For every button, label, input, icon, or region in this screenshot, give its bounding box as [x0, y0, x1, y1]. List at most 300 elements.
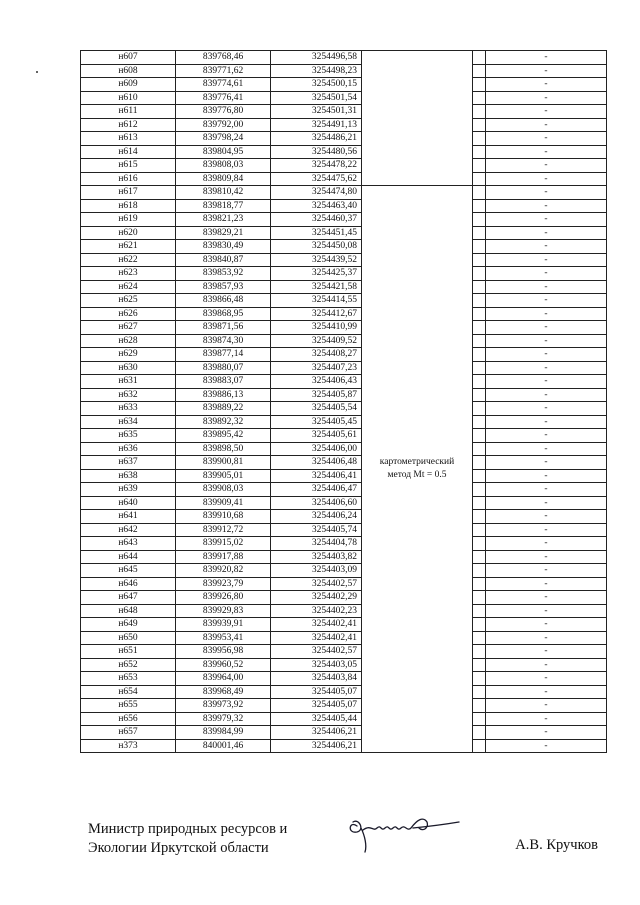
spacer-cell: [473, 105, 486, 119]
point-id-cell: н632: [81, 388, 176, 402]
point-id-cell: н373: [81, 739, 176, 753]
spacer-cell: [473, 145, 486, 159]
dash-cell: -: [486, 415, 607, 429]
table-row: [81, 361, 607, 375]
point-id-cell: н640: [81, 496, 176, 510]
dash-cell: -: [486, 186, 607, 200]
x-coordinate-cell: 839776,41: [176, 91, 271, 105]
y-coordinate-cell: 3254405,07: [271, 699, 362, 713]
table-row: [81, 672, 607, 686]
spacer-cell: [473, 523, 486, 537]
point-id-cell: н648: [81, 604, 176, 618]
x-coordinate-cell: 839984,99: [176, 726, 271, 740]
table-row: [81, 199, 607, 213]
y-coordinate-cell: 3254421,58: [271, 280, 362, 294]
spacer-cell: [473, 645, 486, 659]
dash-cell: -: [486, 672, 607, 686]
point-id-cell: н643: [81, 537, 176, 551]
table-row: [81, 78, 607, 92]
dash-cell: -: [486, 564, 607, 578]
signer-position-line-1: Министр природных ресурсов и: [88, 821, 288, 837]
spacer-cell: [473, 186, 486, 200]
dash-cell: -: [486, 442, 607, 456]
table-row: [81, 51, 607, 65]
dash-cell: -: [486, 496, 607, 510]
y-coordinate-cell: 3254405,54: [271, 402, 362, 416]
x-coordinate-cell: 839898,50: [176, 442, 271, 456]
table-row: [81, 267, 607, 281]
dash-cell: -: [486, 132, 607, 146]
y-coordinate-cell: 3254405,45: [271, 415, 362, 429]
dash-cell: -: [486, 685, 607, 699]
x-coordinate-cell: 839908,03: [176, 483, 271, 497]
table-row: [81, 699, 607, 713]
y-coordinate-cell: 3254463,40: [271, 199, 362, 213]
x-coordinate-cell: 839810,42: [176, 186, 271, 200]
y-coordinate-cell: 3254405,61: [271, 429, 362, 443]
dash-cell: -: [486, 253, 607, 267]
dash-cell: -: [486, 537, 607, 551]
spacer-cell: [473, 510, 486, 524]
spacer-cell: [473, 591, 486, 605]
spacer-cell: [473, 348, 486, 362]
point-id-cell: н622: [81, 253, 176, 267]
dash-cell: -: [486, 145, 607, 159]
spacer-cell: [473, 132, 486, 146]
x-coordinate-cell: 839804,95: [176, 145, 271, 159]
spacer-cell: [473, 415, 486, 429]
table-row: [81, 456, 607, 470]
table-row: [81, 712, 607, 726]
spacer-cell: [473, 267, 486, 281]
point-id-cell: н651: [81, 645, 176, 659]
table-row: [81, 348, 607, 362]
table-row: [81, 564, 607, 578]
dash-cell: -: [486, 307, 607, 321]
table-row: [81, 294, 607, 308]
spacer-cell: [473, 118, 486, 132]
signer-position-line-2: Экологии Иркутской области: [88, 840, 269, 856]
spacer-cell: [473, 172, 486, 186]
point-id-cell: н657: [81, 726, 176, 740]
point-id-cell: н614: [81, 145, 176, 159]
y-coordinate-cell: 3254500,15: [271, 78, 362, 92]
table-row: [81, 591, 607, 605]
x-coordinate-cell: 839915,02: [176, 537, 271, 551]
point-id-cell: н653: [81, 672, 176, 686]
table-row: [81, 172, 607, 186]
point-id-cell: н638: [81, 469, 176, 483]
point-id-cell: н627: [81, 321, 176, 335]
spacer-cell: [473, 361, 486, 375]
dash-cell: -: [486, 118, 607, 132]
dash-cell: -: [486, 550, 607, 564]
spacer-cell: [473, 442, 486, 456]
dash-cell: -: [486, 91, 607, 105]
table-row: [81, 321, 607, 335]
x-coordinate-cell: 839771,62: [176, 64, 271, 78]
table-row: [81, 240, 607, 254]
point-id-cell: н645: [81, 564, 176, 578]
spacer-cell: [473, 51, 486, 65]
y-coordinate-cell: 3254409,52: [271, 334, 362, 348]
point-id-cell: н647: [81, 591, 176, 605]
y-coordinate-cell: 3254405,44: [271, 712, 362, 726]
x-coordinate-cell: 839868,95: [176, 307, 271, 321]
signature-block: [88, 820, 608, 880]
method-cell-upper: [362, 51, 473, 186]
x-coordinate-cell: 839939,91: [176, 618, 271, 632]
point-id-cell: н635: [81, 429, 176, 443]
table-row: [81, 145, 607, 159]
spacer-cell: [473, 213, 486, 227]
table-row: [81, 510, 607, 524]
point-id-cell: н649: [81, 618, 176, 632]
spacer-cell: [473, 280, 486, 294]
spacer-cell: [473, 456, 486, 470]
point-id-cell: н633: [81, 402, 176, 416]
point-id-cell: н628: [81, 334, 176, 348]
point-id-cell: н629: [81, 348, 176, 362]
point-id-cell: н654: [81, 685, 176, 699]
point-id-cell: н609: [81, 78, 176, 92]
table-row: [81, 105, 607, 119]
table-row: [81, 213, 607, 227]
point-id-cell: н636: [81, 442, 176, 456]
x-coordinate-cell: 839829,21: [176, 226, 271, 240]
spacer-cell: [473, 564, 486, 578]
point-id-cell: н655: [81, 699, 176, 713]
x-coordinate-cell: 839798,24: [176, 132, 271, 146]
x-coordinate-cell: 839871,56: [176, 321, 271, 335]
y-coordinate-cell: 3254402,29: [271, 591, 362, 605]
point-id-cell: н608: [81, 64, 176, 78]
point-id-cell: н652: [81, 658, 176, 672]
spacer-cell: [473, 483, 486, 497]
table-row: [81, 132, 607, 146]
y-coordinate-cell: 3254404,78: [271, 537, 362, 551]
x-coordinate-cell: 839857,93: [176, 280, 271, 294]
y-coordinate-cell: 3254451,45: [271, 226, 362, 240]
dash-cell: -: [486, 64, 607, 78]
spacer-cell: [473, 199, 486, 213]
dash-cell: -: [486, 388, 607, 402]
x-coordinate-cell: 839960,52: [176, 658, 271, 672]
x-coordinate-cell: 839892,32: [176, 415, 271, 429]
y-coordinate-cell: 3254405,07: [271, 685, 362, 699]
x-coordinate-cell: 839973,92: [176, 699, 271, 713]
table-row: [81, 550, 607, 564]
table-row: [81, 537, 607, 551]
y-coordinate-cell: 3254402,57: [271, 577, 362, 591]
dash-cell: -: [486, 469, 607, 483]
table-row: [81, 442, 607, 456]
dash-cell: -: [486, 375, 607, 389]
y-coordinate-cell: 3254480,56: [271, 145, 362, 159]
table-row: [81, 253, 607, 267]
dash-cell: -: [486, 213, 607, 227]
spacer-cell: [473, 537, 486, 551]
dash-cell: -: [486, 604, 607, 618]
y-coordinate-cell: 3254412,67: [271, 307, 362, 321]
y-coordinate-cell: 3254406,21: [271, 726, 362, 740]
x-coordinate-cell: 839768,46: [176, 51, 271, 65]
spacer-cell: [473, 334, 486, 348]
dash-cell: -: [486, 240, 607, 254]
y-coordinate-cell: 3254478,22: [271, 159, 362, 173]
method-line-1: картометрический: [379, 457, 455, 467]
spacer-cell: [473, 726, 486, 740]
spacer-cell: [473, 388, 486, 402]
x-coordinate-cell: 839889,22: [176, 402, 271, 416]
table-row: [81, 375, 607, 389]
y-coordinate-cell: 3254403,05: [271, 658, 362, 672]
dash-cell: -: [486, 726, 607, 740]
spacer-cell: [473, 240, 486, 254]
y-coordinate-cell: 3254406,47: [271, 483, 362, 497]
dash-cell: -: [486, 159, 607, 173]
spacer-cell: [473, 550, 486, 564]
point-id-cell: н650: [81, 631, 176, 645]
point-id-cell: н610: [81, 91, 176, 105]
method-line-2: метод Mt = 0.5: [387, 470, 447, 480]
spacer-cell: [473, 375, 486, 389]
x-coordinate-cell: 839956,98: [176, 645, 271, 659]
table-row: [81, 226, 607, 240]
table-row: [81, 469, 607, 483]
point-id-cell: н613: [81, 132, 176, 146]
table-row: [81, 496, 607, 510]
point-id-cell: н618: [81, 199, 176, 213]
point-id-cell: н607: [81, 51, 176, 65]
x-coordinate-cell: 839792,00: [176, 118, 271, 132]
dash-cell: -: [486, 429, 607, 443]
y-coordinate-cell: 3254406,41: [271, 469, 362, 483]
scan-speck: [36, 71, 38, 73]
spacer-cell: [473, 469, 486, 483]
y-coordinate-cell: 3254496,58: [271, 51, 362, 65]
table-row: [81, 645, 607, 659]
signer-name: А.В. Кручков: [515, 837, 598, 853]
table-row: [81, 685, 607, 699]
accuracy-method-cell: [362, 186, 473, 753]
point-id-cell: н637: [81, 456, 176, 470]
y-coordinate-cell: 3254403,82: [271, 550, 362, 564]
spacer-cell: [473, 321, 486, 335]
x-coordinate-cell: 839920,82: [176, 564, 271, 578]
y-coordinate-cell: 3254408,27: [271, 348, 362, 362]
x-coordinate-cell: 839874,30: [176, 334, 271, 348]
y-coordinate-cell: 3254450,08: [271, 240, 362, 254]
table-row: [81, 726, 607, 740]
spacer-cell: [473, 577, 486, 591]
y-coordinate-cell: 3254491,13: [271, 118, 362, 132]
table-row: [81, 523, 607, 537]
spacer-cell: [473, 429, 486, 443]
dash-cell: -: [486, 348, 607, 362]
spacer-cell: [473, 64, 486, 78]
point-id-cell: н656: [81, 712, 176, 726]
table-row: [81, 739, 607, 753]
y-coordinate-cell: 3254405,87: [271, 388, 362, 402]
y-coordinate-cell: 3254402,41: [271, 618, 362, 632]
y-coordinate-cell: 3254425,37: [271, 267, 362, 281]
y-coordinate-cell: 3254406,60: [271, 496, 362, 510]
x-coordinate-cell: 839821,23: [176, 213, 271, 227]
y-coordinate-cell: 3254460,37: [271, 213, 362, 227]
y-coordinate-cell: 3254474,80: [271, 186, 362, 200]
dash-cell: -: [486, 658, 607, 672]
x-coordinate-cell: 839877,14: [176, 348, 271, 362]
y-coordinate-cell: 3254406,21: [271, 739, 362, 753]
point-id-cell: н621: [81, 240, 176, 254]
table-row: [81, 483, 607, 497]
dash-cell: -: [486, 618, 607, 632]
dash-cell: -: [486, 456, 607, 470]
y-coordinate-cell: 3254486,21: [271, 132, 362, 146]
point-id-cell: н626: [81, 307, 176, 321]
spacer-cell: [473, 658, 486, 672]
x-coordinate-cell: 839926,80: [176, 591, 271, 605]
y-coordinate-cell: 3254406,00: [271, 442, 362, 456]
point-id-cell: н634: [81, 415, 176, 429]
table-row: [81, 307, 607, 321]
x-coordinate-cell: 839968,49: [176, 685, 271, 699]
dash-cell: -: [486, 631, 607, 645]
x-coordinate-cell: 839909,41: [176, 496, 271, 510]
x-coordinate-cell: 839818,77: [176, 199, 271, 213]
y-coordinate-cell: 3254406,24: [271, 510, 362, 524]
table-row: [81, 618, 607, 632]
spacer-cell: [473, 699, 486, 713]
y-coordinate-cell: 3254410,99: [271, 321, 362, 335]
spacer-cell: [473, 672, 486, 686]
table-row: [81, 415, 607, 429]
table-row: [81, 402, 607, 416]
coordinates-table: [80, 50, 607, 753]
coordinates-table-body: [81, 51, 607, 753]
spacer-cell: [473, 496, 486, 510]
point-id-cell: н611: [81, 105, 176, 119]
dash-cell: -: [486, 483, 607, 497]
table-row: [81, 280, 607, 294]
point-id-cell: н615: [81, 159, 176, 173]
dash-cell: -: [486, 172, 607, 186]
x-coordinate-cell: 839905,01: [176, 469, 271, 483]
x-coordinate-cell: 839808,03: [176, 159, 271, 173]
spacer-cell: [473, 631, 486, 645]
dash-cell: -: [486, 226, 607, 240]
table-row: [81, 631, 607, 645]
x-coordinate-cell: 839910,68: [176, 510, 271, 524]
x-coordinate-cell: 839923,79: [176, 577, 271, 591]
y-coordinate-cell: 3254414,55: [271, 294, 362, 308]
handwritten-signature: [343, 806, 463, 856]
y-coordinate-cell: 3254501,54: [271, 91, 362, 105]
table-row: [81, 388, 607, 402]
spacer-cell: [473, 685, 486, 699]
table-row: [81, 334, 607, 348]
dash-cell: -: [486, 199, 607, 213]
dash-cell: -: [486, 361, 607, 375]
x-coordinate-cell: 839883,07: [176, 375, 271, 389]
dash-cell: -: [486, 712, 607, 726]
spacer-cell: [473, 78, 486, 92]
point-id-cell: н641: [81, 510, 176, 524]
x-coordinate-cell: 839840,87: [176, 253, 271, 267]
y-coordinate-cell: 3254406,43: [271, 375, 362, 389]
spacer-cell: [473, 739, 486, 753]
table-row: [81, 64, 607, 78]
dash-cell: -: [486, 334, 607, 348]
y-coordinate-cell: 3254439,52: [271, 253, 362, 267]
y-coordinate-cell: 3254403,84: [271, 672, 362, 686]
point-id-cell: н623: [81, 267, 176, 281]
x-coordinate-cell: 839912,72: [176, 523, 271, 537]
y-coordinate-cell: 3254475,62: [271, 172, 362, 186]
dash-cell: -: [486, 645, 607, 659]
x-coordinate-cell: 839776,80: [176, 105, 271, 119]
point-id-cell: н616: [81, 172, 176, 186]
dash-cell: -: [486, 523, 607, 537]
point-id-cell: н631: [81, 375, 176, 389]
point-id-cell: н639: [81, 483, 176, 497]
point-id-cell: н624: [81, 280, 176, 294]
x-coordinate-cell: 840001,46: [176, 739, 271, 753]
spacer-cell: [473, 618, 486, 632]
spacer-cell: [473, 159, 486, 173]
x-coordinate-cell: 839900,81: [176, 456, 271, 470]
spacer-cell: [473, 253, 486, 267]
dash-cell: -: [486, 699, 607, 713]
spacer-cell: [473, 294, 486, 308]
x-coordinate-cell: 839853,92: [176, 267, 271, 281]
x-coordinate-cell: 839830,49: [176, 240, 271, 254]
x-coordinate-cell: 839886,13: [176, 388, 271, 402]
point-id-cell: н612: [81, 118, 176, 132]
x-coordinate-cell: 839953,41: [176, 631, 271, 645]
table-row: [81, 159, 607, 173]
table-row: [81, 604, 607, 618]
y-coordinate-cell: 3254402,57: [271, 645, 362, 659]
x-coordinate-cell: 839774,61: [176, 78, 271, 92]
point-id-cell: н620: [81, 226, 176, 240]
point-id-cell: н619: [81, 213, 176, 227]
point-id-cell: н642: [81, 523, 176, 537]
dash-cell: -: [486, 78, 607, 92]
point-id-cell: н646: [81, 577, 176, 591]
dash-cell: -: [486, 510, 607, 524]
dash-cell: -: [486, 591, 607, 605]
y-coordinate-cell: 3254405,74: [271, 523, 362, 537]
table-row: [81, 577, 607, 591]
dash-cell: -: [486, 294, 607, 308]
table-row: [81, 186, 607, 200]
point-id-cell: н617: [81, 186, 176, 200]
dash-cell: -: [486, 105, 607, 119]
spacer-cell: [473, 91, 486, 105]
x-coordinate-cell: 839809,84: [176, 172, 271, 186]
y-coordinate-cell: 3254498,23: [271, 64, 362, 78]
spacer-cell: [473, 604, 486, 618]
y-coordinate-cell: 3254402,41: [271, 631, 362, 645]
dash-cell: -: [486, 51, 607, 65]
dash-cell: -: [486, 280, 607, 294]
dash-cell: -: [486, 321, 607, 335]
point-id-cell: н630: [81, 361, 176, 375]
x-coordinate-cell: 839866,48: [176, 294, 271, 308]
x-coordinate-cell: 839929,83: [176, 604, 271, 618]
